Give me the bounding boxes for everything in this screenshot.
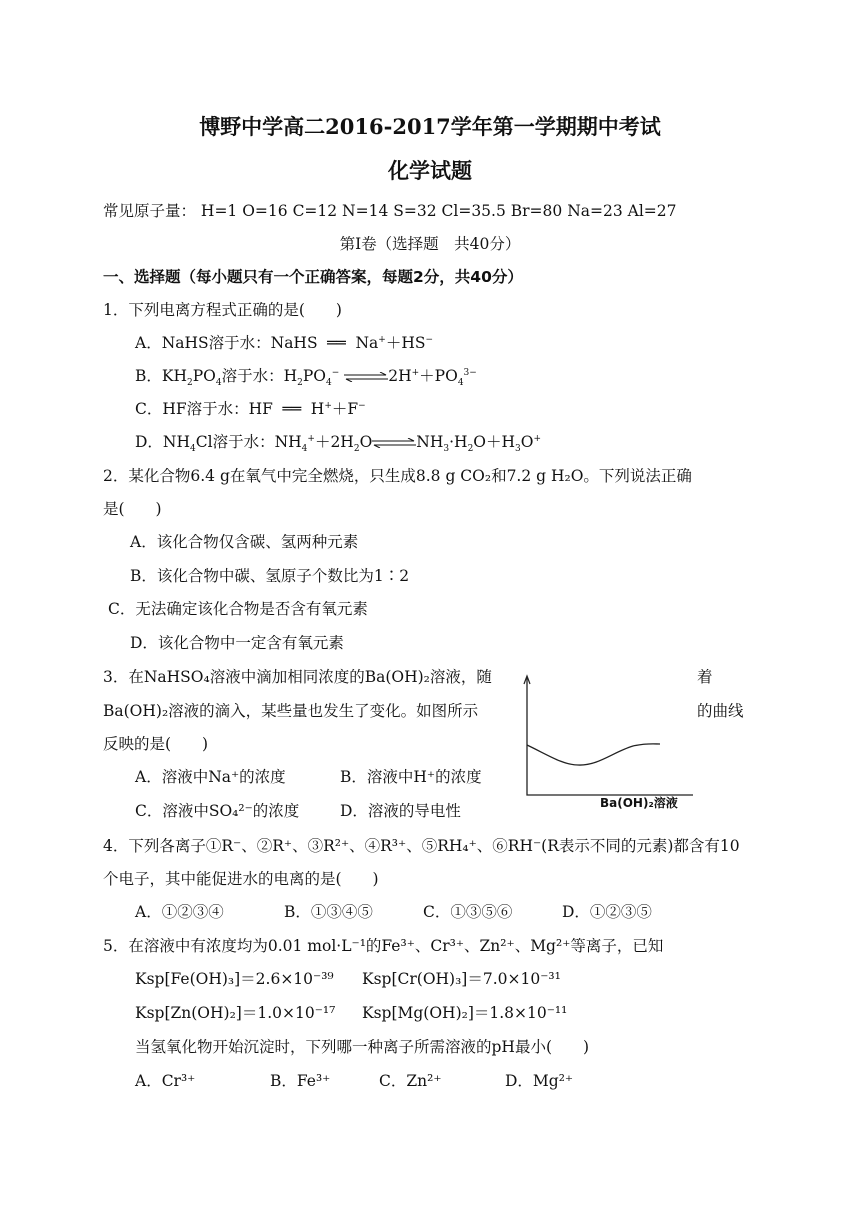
q5-option-d: D．Mg²⁺: [505, 1072, 574, 1090]
q5-option-c: C．Zn²⁺: [379, 1072, 442, 1090]
q2-option-a: A．该化合物仅含碳、氢两种元素: [130, 533, 359, 551]
q1-c-h: H: [310, 400, 325, 418]
q1-a-na: Na: [355, 334, 379, 352]
q5-ksp-fe: Ksp[Fe(OH)₃]＝2.6×10⁻³⁹: [135, 970, 334, 988]
equals-sign-icon: ══: [282, 400, 302, 418]
q1-stem: 1．下列电离方程式正确的是( ): [103, 301, 342, 319]
q1-d-h2o: ＋2H: [314, 433, 354, 451]
q3-option-b: B．溶液中H⁺的浓度: [340, 768, 482, 786]
q3-stem-line1a: 3．在NaHSO₄溶液中滴加相同浓度的Ba(OH)₂溶液，随: [103, 668, 492, 686]
q1-d-cl: Cl溶于水：NH: [195, 433, 302, 451]
q1-d-pre: D．NH: [135, 433, 191, 451]
exam-subtitle: 化学试题: [388, 158, 472, 183]
q1-c-pre: C．HF溶于水：HF: [135, 400, 273, 418]
q1-b-pre: B．KH: [135, 367, 187, 385]
equals-sign-icon: ══: [327, 334, 346, 352]
q4-stem-line1: 4．下列各离子①R⁻、②R⁺、③R²⁺、④R³⁺、⑤RH₄⁺、⑥RH⁻(R表示不同的元素)都含有10: [103, 837, 740, 855]
reversible-arrow-icon: [372, 438, 416, 448]
q1-b-po: PO: [302, 367, 327, 385]
q2-option-b: B．该化合物中碳、氢原子个数比为1∶2: [130, 567, 410, 585]
q3-stem-line2a: Ba(OH)₂溶液的滴入，某些量也发生了变化。如图所示: [103, 702, 479, 720]
q1-d-o: O: [359, 433, 373, 451]
volume-heading: 第Ⅰ卷（选择题 共40分）: [339, 235, 521, 253]
q2-option-d: D．该化合物中一定含有氧元素: [130, 634, 344, 652]
q1-option-d: D．$NH_4Cl$溶于水：$NH_4^++2H_2O$ $NH_3\cdot H_2O+H_3O^+$: [135, 433, 542, 455]
q5-ksp-zn: Ksp[Zn(OH)₂]＝1.0×10⁻¹⁷: [135, 1004, 336, 1022]
q1-d-nh3: NH: [416, 433, 444, 451]
q5-ksp-cr: Ksp[Cr(OH)₃]＝7.0×10⁻³¹: [362, 970, 561, 988]
q3-option-a: A．溶液中Na⁺的浓度: [135, 768, 286, 786]
q1-a-pre: A．NaHS溶于水：NaHS: [135, 334, 318, 352]
q5-ksp-mg: Ksp[Mg(OH)₂]＝1.8×10⁻¹¹: [362, 1004, 568, 1022]
q5-option-a: A．Cr³⁺: [135, 1072, 196, 1090]
q5-question: 当氢氧化物开始沉淀时，下列哪一种离子所需溶液的pH最小( ): [135, 1038, 590, 1056]
reversible-arrow-icon: [344, 372, 388, 382]
q1-b-2h: 2H: [388, 367, 412, 385]
q1-b-label: 溶于水：H: [221, 367, 298, 385]
exam-title: 博野中学高二2016-2017学年第一学期期中考试: [199, 114, 661, 139]
q1-option-a: A．NaHS溶于水：NaHS ══ Na+＋HS−: [135, 334, 433, 352]
q1-option-b: B．$KH_2PO_4$溶于水：$H_2PO_4^-$ $2H^++PO_4^{3-}$: [135, 367, 477, 389]
q5-stem: 5．在溶液中有浓度均为0.01 mol·L⁻¹的Fe³⁺、Cr³⁺、Zn²⁺、Mg²⁺等离子，已知: [103, 937, 664, 955]
q1-c-f: ＋F: [331, 400, 359, 418]
q1-b-plus: ＋PO: [419, 367, 458, 385]
q4-option-c: C．①③⑤⑥: [423, 903, 513, 921]
section-heading: 一、选择题（每小题只有一个正确答案，每题2分，共40分）: [103, 268, 523, 286]
q3-stem-line2b: 的曲线: [697, 702, 744, 720]
q2-stem-line1: 2．某化合物6.4 g在氧气中完全燃烧，只生成8.8 g CO₂和7.2 g H₂O。下列说法正确: [103, 467, 692, 485]
q1-a-rest: ＋HS: [385, 334, 426, 352]
q4-option-a: A．①②③④: [135, 903, 224, 921]
q3-figure: [518, 670, 698, 818]
q2-stem-line2: 是( ): [103, 500, 162, 518]
q4-option-b: B．①③④⑤: [284, 903, 373, 921]
atomic-masses: 常见原子量： H=1 O=16 C=12 N=14 S=32 Cl=35.5 Br=80 Na=23 Al=27: [103, 202, 677, 220]
q2-option-c: C．无法确定该化合物是否含有氧元素: [108, 600, 368, 618]
q3-stem-line1b: 着: [697, 668, 713, 686]
q3-option-d: D．溶液的导电性: [340, 802, 461, 820]
q4-stem-line2: 个电子，其中能促进水的电离的是( ): [103, 870, 379, 888]
q4-option-d: D．①②③⑤: [562, 903, 652, 921]
q1-d-tail: ·H: [449, 433, 468, 451]
figure-x-label: Ba(OH)₂溶液: [600, 796, 678, 810]
q5-option-b: B．Fe³⁺: [270, 1072, 331, 1090]
q1-d-o2: O: [520, 433, 534, 451]
graph-axes: [527, 678, 693, 795]
q1-option-c: C．HF溶于水：HF ══ H+＋F−: [135, 400, 366, 418]
q1-b-mid: PO: [192, 367, 216, 385]
graph-curve: [527, 744, 660, 765]
q3-stem-line3: 反映的是( ): [103, 735, 209, 753]
q3-option-c: C．溶液中SO₄²⁻的浓度: [135, 802, 300, 820]
q1-d-tail2: O＋H: [473, 433, 516, 451]
